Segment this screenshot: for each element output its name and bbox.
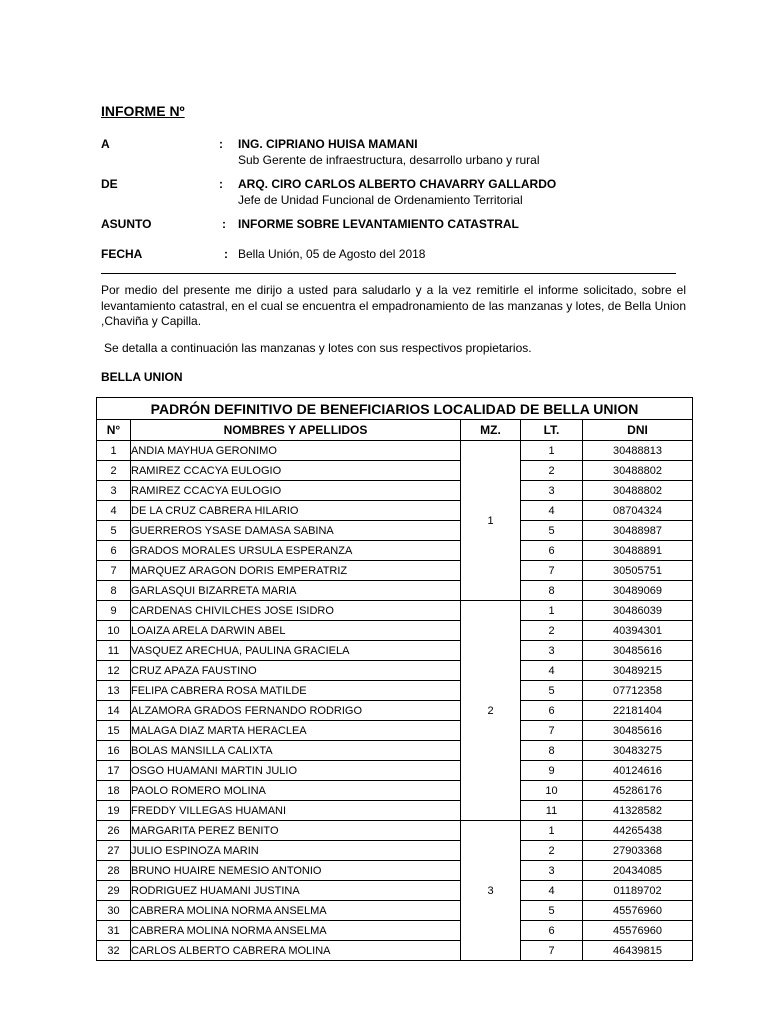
table-row — [97, 941, 693, 961]
section-heading: BELLA UNION — [101, 370, 183, 384]
row-name: MARQUEZ ARAGON DORIS EMPERATRIZ — [131, 561, 461, 581]
subject-value: INFORME SOBRE LEVANTAMIENTO CATASTRAL — [238, 217, 519, 231]
row-name: CABRERA MOLINA NORMA ANSELMA — [131, 901, 461, 921]
row-lote: 1 — [521, 601, 583, 621]
row-name: VASQUEZ ARECHUA, PAULINA GRACIELA — [131, 641, 461, 661]
table-row — [97, 741, 693, 761]
row-manzana: 1 — [461, 441, 521, 601]
row-number: 5 — [97, 521, 131, 541]
to-position: Sub Gerente de infraestructura, desarrollo urbano y rural — [238, 153, 540, 167]
row-name: ALZAMORA GRADOS FERNANDO RODRIGO — [131, 701, 461, 721]
row-name: BRUNO HUAIRE NEMESIO ANTONIO — [131, 861, 461, 881]
from-name: ARQ. CIRO CARLOS ALBERTO CHAVARRY GALLARDO — [238, 177, 557, 191]
row-number: 18 — [97, 781, 131, 801]
row-name: MALAGA DIAZ MARTA HERACLEA — [131, 721, 461, 741]
row-dni: 45576960 — [583, 921, 693, 941]
row-dni: 30489069 — [583, 581, 693, 601]
row-dni: 30486039 — [583, 601, 693, 621]
row-dni: 08704324 — [583, 501, 693, 521]
row-lote: 5 — [521, 901, 583, 921]
table-row — [97, 701, 693, 721]
row-dni: 30485616 — [583, 721, 693, 741]
row-name: CRUZ APAZA FAUSTINO — [131, 661, 461, 681]
header-divider — [101, 273, 676, 274]
row-lote: 3 — [521, 481, 583, 501]
table-row — [97, 721, 693, 741]
row-lote: 10 — [521, 781, 583, 801]
detail-paragraph: Se detalla a continuación las manzanas y lotes con sus respectivos propietarios. — [104, 341, 532, 355]
table-row — [97, 521, 693, 541]
row-name: CARDENAS CHIVILCHES JOSE ISIDRO — [131, 601, 461, 621]
table-body — [97, 441, 693, 961]
row-dni: 40394301 — [583, 621, 693, 641]
row-name: RAMIREZ CCACYA EULOGIO — [131, 461, 461, 481]
document-title: INFORME Nº — [101, 103, 185, 119]
row-number: 28 — [97, 861, 131, 881]
row-number: 7 — [97, 561, 131, 581]
row-dni: 30488813 — [583, 441, 693, 461]
row-lote: 4 — [521, 501, 583, 521]
row-number: 3 — [97, 481, 131, 501]
subject-label: ASUNTO — [101, 217, 152, 231]
table-row — [97, 821, 693, 841]
row-lote: 3 — [521, 861, 583, 881]
row-name: MARGARITA PEREZ BENITO — [131, 821, 461, 841]
subject-colon: : — [222, 217, 226, 231]
row-dni: 27903368 — [583, 841, 693, 861]
to-name: ING. CIPRIANO HUISA MAMANI — [238, 137, 418, 151]
row-dni: 41328582 — [583, 801, 693, 821]
row-name: CARLOS ALBERTO CABRERA MOLINA — [131, 941, 461, 961]
row-number: 14 — [97, 701, 131, 721]
row-number: 26 — [97, 821, 131, 841]
table-row — [97, 921, 693, 941]
table-row — [97, 661, 693, 681]
header-mz: MZ. — [461, 420, 521, 441]
header-dni: DNI — [583, 420, 693, 441]
row-number: 11 — [97, 641, 131, 661]
intro-paragraph: Por medio del presente me dirijo a usted para saludarlo y a la vez remitirle el informe solicitado, sobre el levantamiento catastral, en el cual se encuentra el empadronamiento de las manzanas y lotes, de Bella Union ,Chaviña y Capilla. — [101, 283, 686, 328]
row-number: 9 — [97, 601, 131, 621]
table-row — [97, 481, 693, 501]
date-value: Bella Unión, 05 de Agosto del 2018 — [238, 247, 426, 261]
table-row — [97, 841, 693, 861]
row-name: GUERREROS YSASE DAMASA SABINA — [131, 521, 461, 541]
row-number: 8 — [97, 581, 131, 601]
row-number: 29 — [97, 881, 131, 901]
row-number: 12 — [97, 661, 131, 681]
row-name: RODRIGUEZ HUAMANI JUSTINA — [131, 881, 461, 901]
table-caption: PADRÓN DEFINITIVO DE BENEFICIARIOS LOCALIDAD DE BELLA UNION — [97, 398, 693, 420]
row-name: GRADOS MORALES URSULA ESPERANZA — [131, 541, 461, 561]
table-row — [97, 461, 693, 481]
table-row — [97, 501, 693, 521]
row-dni: 30489215 — [583, 661, 693, 681]
row-name: FREDDY VILLEGAS HUAMANI — [131, 801, 461, 821]
row-number: 17 — [97, 761, 131, 781]
row-dni: 40124616 — [583, 761, 693, 781]
row-dni: 30488802 — [583, 481, 693, 501]
row-name: CABRERA MOLINA NORMA ANSELMA — [131, 921, 461, 941]
table-row — [97, 881, 693, 901]
row-number: 30 — [97, 901, 131, 921]
table-row — [97, 641, 693, 661]
row-lote: 6 — [521, 541, 583, 561]
row-dni: 07712358 — [583, 681, 693, 701]
row-manzana: 2 — [461, 601, 521, 821]
row-name: PAOLO ROMERO MOLINA — [131, 781, 461, 801]
row-dni: 20434085 — [583, 861, 693, 881]
row-lote: 4 — [521, 661, 583, 681]
row-dni: 30485616 — [583, 641, 693, 661]
row-dni: 45576960 — [583, 901, 693, 921]
row-lote: 5 — [521, 681, 583, 701]
row-name: OSGO HUAMANI MARTIN JULIO — [131, 761, 461, 781]
table-row — [97, 621, 693, 641]
header-no: N° — [97, 420, 131, 441]
row-dni: 01189702 — [583, 881, 693, 901]
to-colon: : — [219, 137, 223, 151]
row-number: 15 — [97, 721, 131, 741]
row-dni: 30505751 — [583, 561, 693, 581]
header-lt: LT. — [521, 420, 583, 441]
date-colon: : — [224, 247, 228, 261]
table-row — [97, 601, 693, 621]
row-lote: 2 — [521, 621, 583, 641]
row-number: 1 — [97, 441, 131, 461]
row-lote: 4 — [521, 881, 583, 901]
row-dni: 46439815 — [583, 941, 693, 961]
row-manzana: 3 — [461, 821, 521, 961]
row-number: 2 — [97, 461, 131, 481]
row-name: GARLASQUI BIZARRETA MARIA — [131, 581, 461, 601]
row-lote: 6 — [521, 921, 583, 941]
row-name: ANDIA MAYHUA GERONIMO — [131, 441, 461, 461]
table-row — [97, 561, 693, 581]
row-number: 13 — [97, 681, 131, 701]
row-lote: 5 — [521, 521, 583, 541]
row-lote: 7 — [521, 941, 583, 961]
row-number: 19 — [97, 801, 131, 821]
row-number: 6 — [97, 541, 131, 561]
from-position: Jefe de Unidad Funcional de Ordenamiento Territorial — [238, 193, 523, 207]
row-lote: 7 — [521, 721, 583, 741]
row-lote: 2 — [521, 841, 583, 861]
row-lote: 7 — [521, 561, 583, 581]
table-row — [97, 861, 693, 881]
row-number: 31 — [97, 921, 131, 941]
row-lote: 8 — [521, 741, 583, 761]
table-row — [97, 801, 693, 821]
table-row — [97, 581, 693, 601]
row-lote: 11 — [521, 801, 583, 821]
table-row — [97, 441, 693, 461]
row-dni: 22181404 — [583, 701, 693, 721]
row-dni: 30488891 — [583, 541, 693, 561]
table-row — [97, 781, 693, 801]
beneficiaries-table — [96, 397, 693, 961]
row-dni: 45286176 — [583, 781, 693, 801]
row-number: 4 — [97, 501, 131, 521]
row-name: DE LA CRUZ CABRERA HILARIO — [131, 501, 461, 521]
row-name: RAMIREZ CCACYA EULOGIO — [131, 481, 461, 501]
table-row — [97, 761, 693, 781]
row-number: 10 — [97, 621, 131, 641]
row-name: FELIPA CABRERA ROSA MATILDE — [131, 681, 461, 701]
row-dni: 30483275 — [583, 741, 693, 761]
to-label: A — [101, 137, 110, 151]
row-lote: 3 — [521, 641, 583, 661]
row-name: LOAIZA ARELA DARWIN ABEL — [131, 621, 461, 641]
table-row — [97, 681, 693, 701]
table-row — [97, 541, 693, 561]
row-number: 27 — [97, 841, 131, 861]
row-lote: 2 — [521, 461, 583, 481]
row-lote: 8 — [521, 581, 583, 601]
row-dni: 44265438 — [583, 821, 693, 841]
row-lote: 1 — [521, 441, 583, 461]
row-name: JULIO ESPINOZA MARIN — [131, 841, 461, 861]
row-name: BOLAS MANSILLA CALIXTA — [131, 741, 461, 761]
row-number: 16 — [97, 741, 131, 761]
row-dni: 30488802 — [583, 461, 693, 481]
row-lote: 6 — [521, 701, 583, 721]
row-lote: 1 — [521, 821, 583, 841]
table-row — [97, 901, 693, 921]
row-dni: 30488987 — [583, 521, 693, 541]
from-label: DE — [101, 177, 118, 191]
date-label: FECHA — [101, 247, 143, 261]
header-name: NOMBRES Y APELLIDOS — [131, 420, 461, 441]
row-number: 32 — [97, 941, 131, 961]
from-colon: : — [219, 177, 223, 191]
row-lote: 9 — [521, 761, 583, 781]
